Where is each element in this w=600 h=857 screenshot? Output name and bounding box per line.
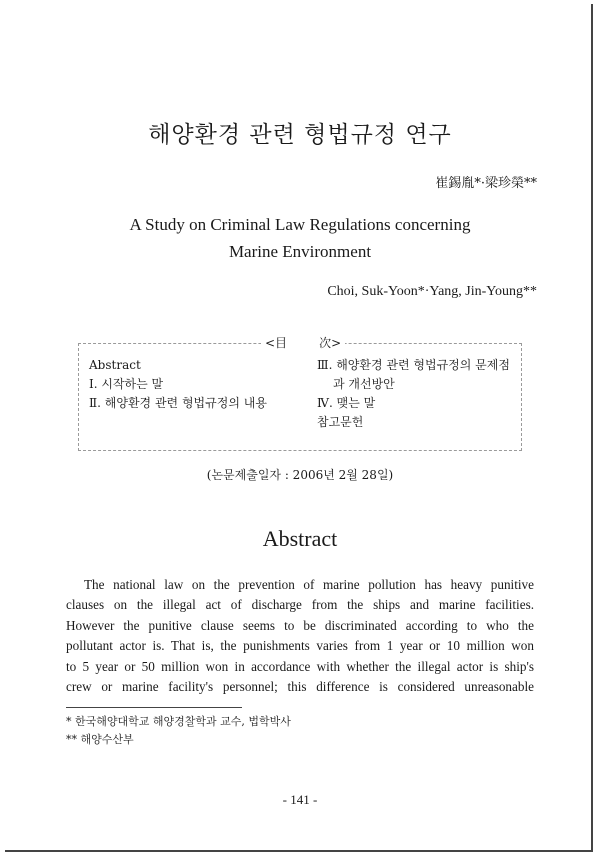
footnote-item: ** 해양수산부 bbox=[66, 733, 134, 746]
english-authors: Choi, Suk-Yoon*·Yang, Jin-Young** bbox=[327, 284, 537, 299]
toc-item: 참고문헌 bbox=[317, 415, 364, 429]
toc-item: Ⅲ. 해양환경 관련 형법규정의 문제점 bbox=[317, 358, 510, 372]
submission-date: (논문제출일자 : 2006년 2월 28일) bbox=[206, 468, 394, 482]
abstract-line: clauses on the illegal act of discharge from the ships and marine facilities. bbox=[66, 597, 534, 613]
korean-authors: 崔錫胤*·梁珍榮** bbox=[435, 176, 537, 191]
footnotes bbox=[66, 713, 291, 749]
english-title-line2: Marine Environment bbox=[228, 242, 372, 261]
abstract-line: pollutant actor is. That is, the punishments varies from 1 year or 10 million won bbox=[66, 638, 534, 654]
english-title-line1: A Study on Criminal Law Regulations concerning bbox=[129, 215, 471, 234]
toc-item: Ⅱ. 해양환경 관련 형법규정의 내용 bbox=[89, 396, 267, 410]
toc-right-column bbox=[317, 356, 510, 432]
english-title bbox=[0, 211, 600, 265]
table-of-contents bbox=[78, 336, 522, 451]
abstract-line: to 5 year or 50 million won in accordance with whether the illegal actor is ship's bbox=[66, 658, 534, 674]
footnote-item: * 한국해양대학교 해양경찰학과 교수, 법학박사 bbox=[66, 715, 291, 728]
footnote-divider bbox=[66, 707, 242, 708]
page-number: - 141 - bbox=[282, 792, 318, 807]
toc-left-column bbox=[89, 356, 267, 413]
toc-item: Ⅳ. 맺는 말 bbox=[317, 396, 376, 410]
abstract-body bbox=[66, 575, 534, 697]
toc-heading-right: 次> bbox=[319, 336, 342, 350]
toc-heading-left: <目 bbox=[265, 336, 288, 350]
abstract-line: The national law on the prevention of marine pollution has heavy punitive bbox=[84, 577, 534, 592]
toc-heading bbox=[261, 334, 345, 351]
abstract-line: crew or marine facility's personnel; this difference is considered unreasonable bbox=[66, 679, 534, 695]
korean-title: 해양환경 관련 형법규정 연구 bbox=[148, 122, 452, 148]
abstract-heading: Abstract bbox=[262, 526, 338, 551]
toc-item: Ⅰ. 시작하는 말 bbox=[89, 377, 164, 391]
toc-item: Abstract bbox=[89, 358, 141, 372]
abstract-line: However the punitive clause seems to be discriminated according to who the bbox=[66, 617, 534, 633]
toc-item: 과 개선방안 bbox=[333, 377, 395, 391]
